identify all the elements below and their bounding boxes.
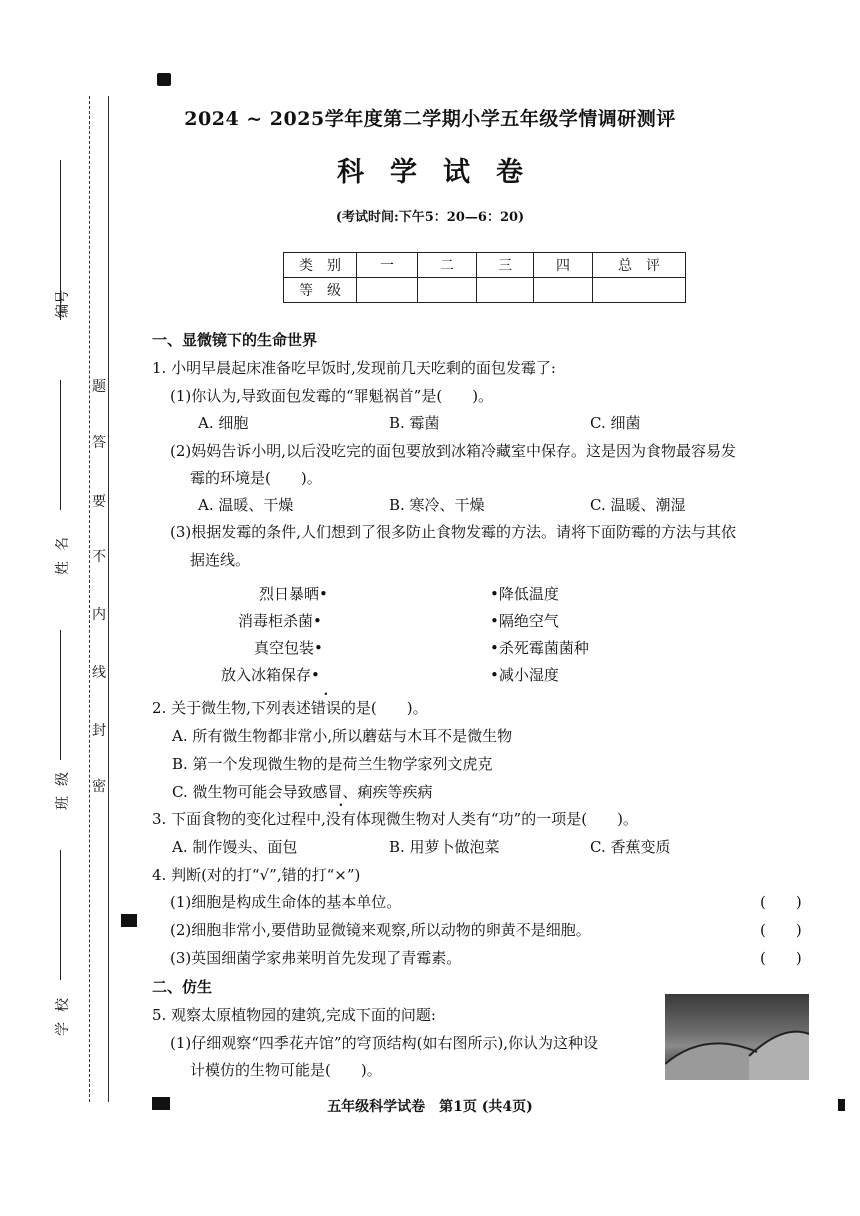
q4-answer-bracket-3[interactable]: ( ) [760,949,802,967]
score-table-cell: 总 评 [593,253,686,278]
section2-title: 二、仿生 [152,978,213,996]
exam-time: (考试时间:下午5：20—6：20) [335,210,525,225]
matching-left-item[interactable]: 烈日暴晒• [259,585,328,603]
score-table-grade-row [284,278,686,303]
class-field-line [60,630,61,760]
q3-option-b: B. 用萝卜做泡菜 [389,838,500,856]
q5-part1-line1: (1)仔细观察“四季花卉馆”的穹顶结构(如右图所示),你认为这种设 [170,1034,599,1052]
score-table-input-cell[interactable] [534,278,593,303]
score-table-cell: 四 [534,253,593,278]
q5-stem: 5. 观察太原植物园的建筑,完成下面的问题: [152,1006,436,1024]
notice-char-4: 不 [92,549,106,565]
notice-char-7: 封 [92,723,106,739]
q5-part1-line2: 计模仿的生物可能是( )。 [190,1061,382,1079]
q1-part2-line2: 霉的环境是( )。 [190,469,322,487]
page-footer: 五年级科学试卷 第1页 (共4页) [327,1099,533,1115]
q3-stem [152,808,638,829]
q1-part1-option-c: C. 细菌 [590,414,641,432]
matching-right-item[interactable]: •杀死霉菌菌种 [490,639,589,657]
q1-part3-line1: (3)根据发霉的条件,人们想到了很多防止食物发霉的方法。请将下面防霉的方法与其依 [170,523,737,541]
q2-stem-after: 的是( )。 [340,699,428,717]
q1-part3-line2: 据连线。 [190,551,251,569]
notice-char-6: 线 [92,665,106,681]
matching-right-item[interactable]: •隔绝空气 [490,612,559,630]
q1-part2-option-b: B. 寒冷、干燥 [389,496,485,514]
q2-stem [152,697,428,718]
dome-structure-illustration [665,994,809,1080]
school-field-label: 学校 [55,988,71,1036]
score-table-cell: 二 [418,253,477,278]
registration-mark-left [121,914,137,927]
exam-title: 2024 ~ 2025学年度第二学期小学五年级学情调研测评 [184,108,676,130]
dome-structure-photo [665,994,809,1080]
id-field-label: 编号 [55,290,71,318]
registration-mark-top [157,73,171,86]
q3-option-a: A. 制作馒头、面包 [172,838,298,856]
notice-char-1: 题 [92,379,106,395]
matching-left-item[interactable]: 真空包装• [254,639,323,657]
notice-char-8: 密 [92,779,106,795]
score-table-cell: 一 [357,253,418,278]
score-table-cell: 等 级 [284,278,357,303]
name-field-label: 姓名 [55,527,71,575]
q3-option-c: C. 香蕉变质 [590,838,671,856]
name-field-line [60,380,61,510]
q4-answer-bracket-2[interactable]: ( ) [760,921,802,939]
q4-item-2: (2)细胞非常小,要借助显微镜来观察,所以动物的卵黄不是细胞。 [170,921,591,939]
q1-part2-line1: (2)妈妈告诉小明,以后没吃完的面包要放到冰箱冷藏室中保存。这是因为食物最容易发 [170,442,737,460]
q2-stem-before: 2. 关于微生物,下列表述 [152,699,311,717]
q4-item-3: (3)英国细菌学家弗莱明首先发现了青霉素。 [170,949,462,967]
matching-right-item[interactable]: •降低温度 [490,585,559,603]
score-table-input-cell[interactable] [418,278,477,303]
q3-stem-before: 3. 下面食物的变化过程中, [152,810,326,828]
score-table-header-row [284,253,686,278]
section1-title: 一、显微镜下的生命世界 [152,331,318,349]
score-table-input-cell[interactable] [477,278,534,303]
q1-part1-option-a: A. 细胞 [198,414,249,432]
q1-stem: 1. 小明早晨起床准备吃早饭时,发现前几天吃剩的面包发霉了: [152,359,556,377]
q1-part2-option-c: C. 温暖、潮湿 [590,496,686,514]
score-table-input-cell[interactable] [593,278,686,303]
score-table-cell: 类 别 [284,253,357,278]
score-table-cell: 三 [477,253,534,278]
q2-option-c: C. 微生物可能会导致感冒、痢疾等疾病 [172,783,433,801]
notice-char-5: 内 [92,607,106,623]
q3-stem-after: 体现微生物对人类有“功”的一项是( )。 [355,810,638,828]
exam-subject-title: 科学试卷 [337,157,549,188]
school-field-line [60,850,61,980]
matching-left-item[interactable]: 放入冰箱保存• [221,666,320,684]
q2-stem-emphasis: 错误 [310,699,341,717]
q1-part1: (1)你认为,导致面包发霉的“罪魁祸首”是( )。 [170,387,494,405]
q3-stem-emphasis: 没有 [325,810,356,828]
q1-part1-option-b: B. 霉菌 [389,414,440,432]
q2-option-a: A. 所有微生物都非常小,所以蘑菇与木耳不是微生物 [172,727,513,745]
q2-option-b: B. 第一个发现微生物的是荷兰生物学家列文虎克 [172,755,493,773]
q4-answer-bracket-1[interactable]: ( ) [760,893,802,911]
q4-item-1: (1)细胞是构成生命体的基本单位。 [170,893,402,911]
matching-left-item[interactable]: 消毒柜杀菌• [238,612,322,630]
score-table [283,252,686,303]
score-table-input-cell[interactable] [357,278,418,303]
class-field-label: 班级 [55,762,71,810]
notice-char-2: 答 [92,435,106,451]
q4-stem: 4. 判断(对的打“√”,错的打“×”) [152,866,361,884]
binding-line-solid [108,96,109,1102]
matching-right-item[interactable]: •减小湿度 [490,666,559,684]
notice-char-3: 要 [92,494,106,510]
q1-part2-option-a: A. 温暖、干燥 [198,496,294,514]
binding-line-dashed [89,96,90,1102]
